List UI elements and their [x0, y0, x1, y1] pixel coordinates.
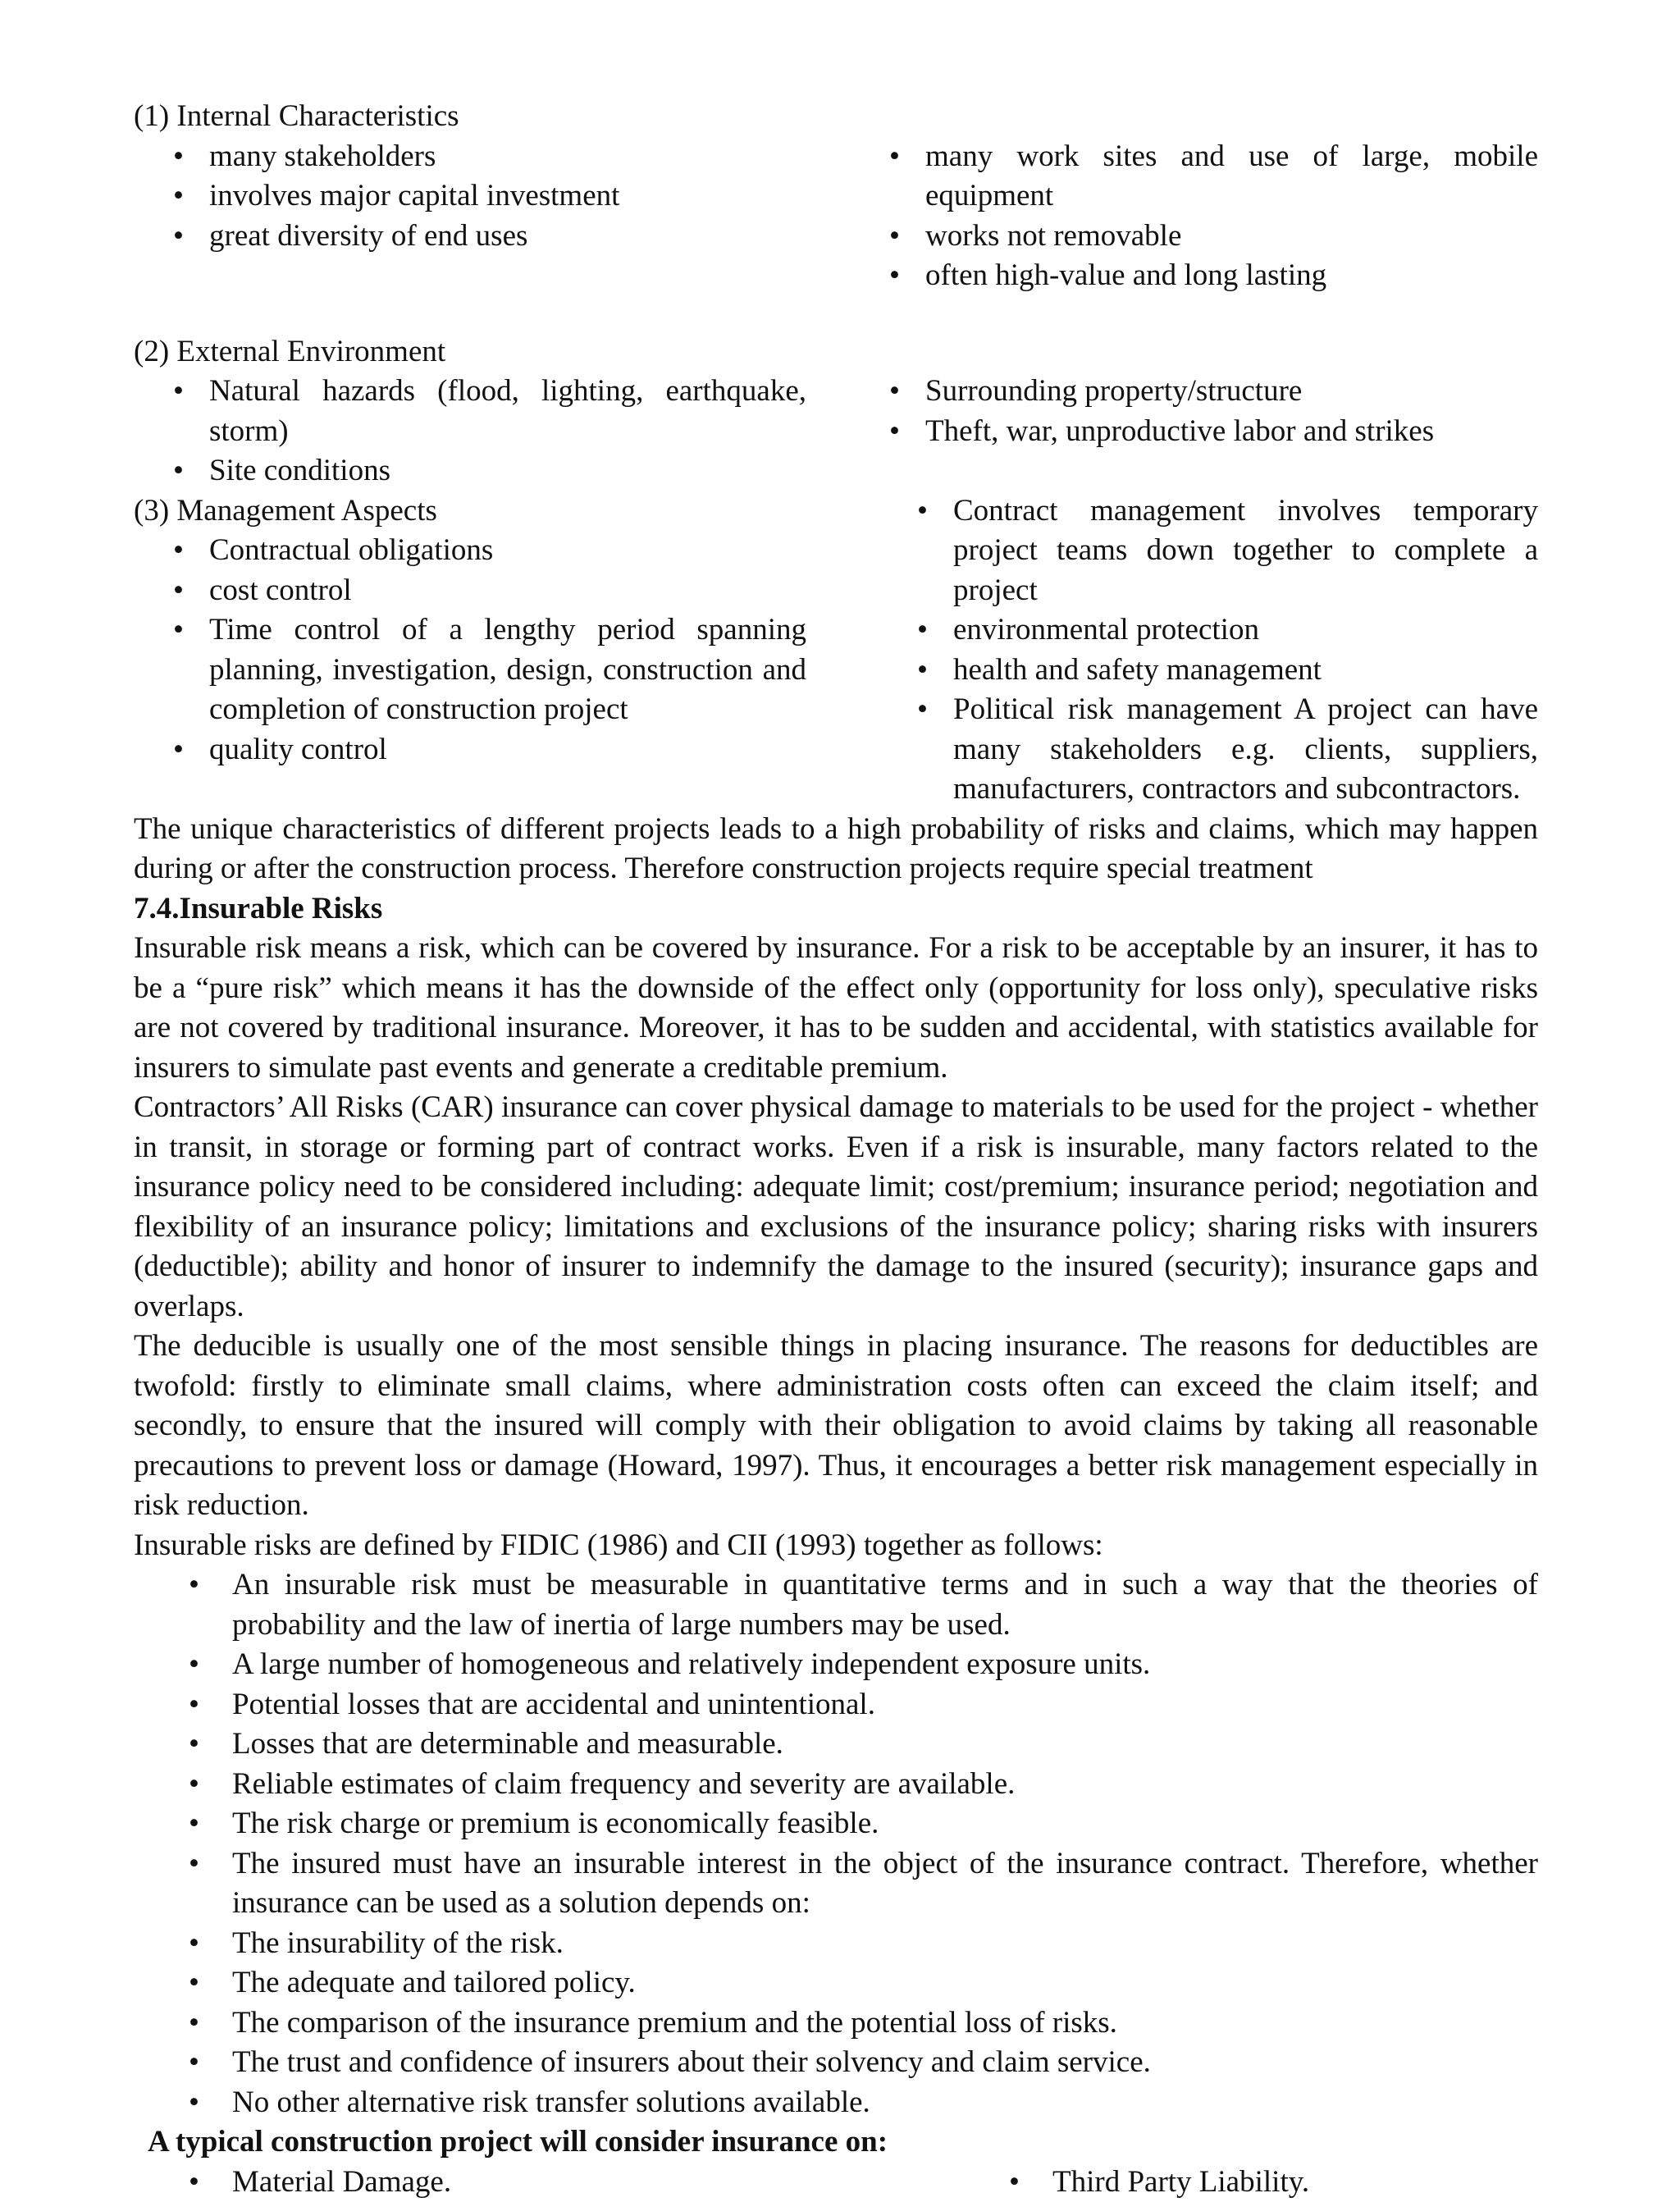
- list-item: • works not removable: [925, 217, 1538, 257]
- list-item: • Time control of a lengthy period spanning planning, investigation, design, construction and completion of construction project: [209, 610, 806, 730]
- typical-insurance-row: [134, 2163, 1538, 2202]
- list-item: • Surrounding property/structure: [925, 372, 1538, 412]
- internal-characteristics-title: (1) Internal Characteristics: [134, 97, 806, 137]
- external-environment-title: (2) External Environment: [134, 332, 806, 372]
- list-item: • Contract management involves temporary project teams down together to complete a project: [953, 491, 1538, 611]
- list-item: • Material Damage.: [232, 2163, 970, 2202]
- list-item: • The insurability of the risk.: [232, 1924, 1538, 1964]
- list-item: • The comparison of the insurance premium and the potential loss of risks.: [232, 2003, 1538, 2044]
- list-item: • many work sites and use of large, mobile equipment: [925, 137, 1538, 217]
- external-left-list: [134, 372, 806, 491]
- typical-left-list: [134, 2163, 970, 2202]
- management-aspects-title: (3) Management Aspects: [134, 491, 806, 532]
- list-item: • quality control: [209, 730, 806, 770]
- paragraph: Insurable risks are defined by FIDIC (1986) and CII (1993) together as follows:: [134, 1526, 1538, 1566]
- list-item: • many stakeholders: [209, 137, 806, 177]
- paragraph: Contractors’ All Risks (CAR) insurance can cover physical damage to materials to be used for the project - whether in transit, in storage or forming part of contract works. Even if a risk is insurable, many factors related to the insurance policy need to be considered including: adequate limit; cost/premium; insurance period; negotiation and flexibility of an insurance policy; limitations and exclusions of the insurance policy; sharing risks with insurers (deductible); ability and honor of insurer to indemnify the damage to the insured (security); insurance gaps and overlaps.: [134, 1088, 1538, 1327]
- list-item: • Third Party Liability.: [1052, 2163, 1538, 2202]
- list-item: • Losses that are determinable and measurable.: [232, 1725, 1538, 1765]
- list-item: • health and safety management: [953, 651, 1538, 691]
- external-right-list: [806, 372, 1538, 451]
- list-item: • The adequate and tailored policy.: [232, 1963, 1538, 2003]
- typical-project-heading: A typical construction project will consider insurance on:: [148, 2122, 1538, 2163]
- management-right-list: [913, 491, 1538, 810]
- typical-right-list: [970, 2163, 1538, 2202]
- list-item: • A large number of homogeneous and relatively independent exposure units.: [232, 1645, 1538, 1685]
- list-item: • Political risk management A project can have many stakeholders e.g. clients, suppliers, manufacturers, contractors and subcontractors.: [953, 690, 1538, 810]
- list-item: • Natural hazards (flood, lighting, earthquake, storm): [209, 372, 806, 451]
- external-environment-block: [134, 332, 1538, 491]
- document-page: [134, 97, 1538, 2202]
- list-item: • No other alternative risk transfer solutions available.: [232, 2083, 1538, 2123]
- list-item: • Site conditions: [209, 451, 806, 491]
- list-item: • involves major capital investment: [209, 176, 806, 217]
- list-item: • Contractual obligations: [209, 531, 806, 571]
- intro-paragraph: The unique characteristics of different projects leads to a high probability of risks and claims, which may happen during or after the construction process. Therefore construction projects require special treatment: [134, 810, 1538, 889]
- internal-left-list: [134, 137, 806, 257]
- management-aspects-block: [134, 491, 1538, 810]
- list-item: • Theft, war, unproductive labor and strikes: [925, 412, 1538, 452]
- management-left-list: [134, 531, 806, 770]
- paragraph: Insurable risk means a risk, which can be covered by insurance. For a risk to be acceptable by an insurer, it has to be a “pure risk” which means it has the downside of the effect only (opportunity for loss only), speculative risks are not covered by traditional insurance. Moreover, it has to be sudden and accidental, with statistics available for insurers to simulate past events and generate a creditable premium.: [134, 929, 1538, 1088]
- list-item: • often high-value and long lasting: [925, 256, 1538, 296]
- internal-right-list: [806, 137, 1538, 296]
- list-item: • cost control: [209, 571, 806, 611]
- list-item: • Potential losses that are accidental and unintentional.: [232, 1685, 1538, 1725]
- list-item: • The insured must have an insurable interest in the object of the insurance contract. Therefore, whether insurance can be used as a solution depends on:: [232, 1844, 1538, 1924]
- list-item: • great diversity of end uses: [209, 217, 806, 257]
- insurable-criteria-list: [134, 1565, 1538, 2122]
- list-item: • The trust and confidence of insurers about their solvency and claim service.: [232, 2043, 1538, 2083]
- section-heading: 7.4.Insurable Risks: [134, 889, 1538, 930]
- list-item: • environmental protection: [953, 610, 1538, 651]
- list-item: • An insurable risk must be measurable in quantitative terms and in such a way that the theories of probability and the law of inertia of large numbers may be used.: [232, 1565, 1538, 1645]
- paragraph: The deducible is usually one of the most sensible things in placing insurance. The reasons for deductibles are twofold: firstly to eliminate small claims, where administration costs often can exceed the claim itself; and secondly, to ensure that the insured will comply with their obligation to avoid claims by taking all reasonable precautions to prevent loss or damage (Howard, 1997). Thus, it encourages a better risk management especially in risk reduction.: [134, 1327, 1538, 1526]
- list-item: • The risk charge or premium is economically feasible.: [232, 1804, 1538, 1844]
- list-item: • Reliable estimates of claim frequency and severity are available.: [232, 1765, 1538, 1805]
- internal-characteristics-block: [134, 97, 1538, 296]
